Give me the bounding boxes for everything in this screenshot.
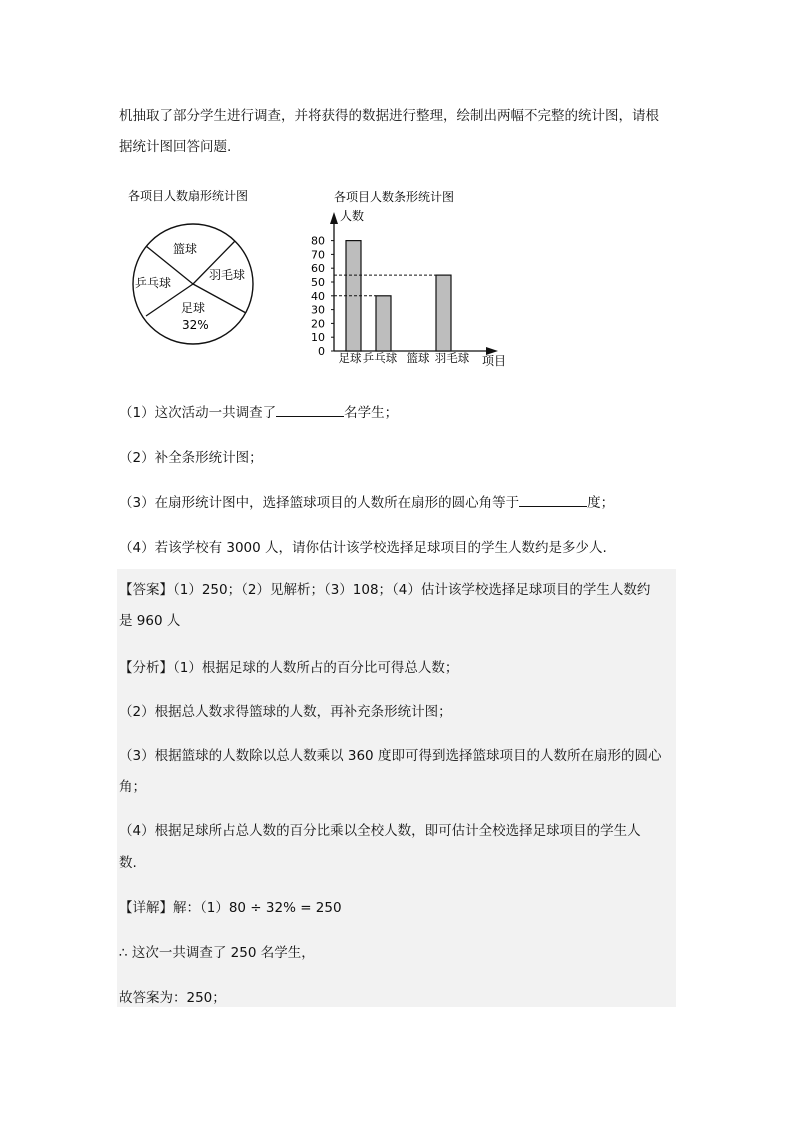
question-4: （4）若该学校有 3000 人，请你估计该学校选择足球项目的学生人数约是多少人. <box>119 540 607 556</box>
bar-ylabel: 人数 <box>340 209 365 223</box>
y-tick-label: 20 <box>311 317 325 331</box>
question-1-text: （1）这次活动一共调查了 <box>119 405 277 421</box>
analysis-2: （2）根据总人数求得篮球的人数，再补充条形统计图； <box>119 704 452 720</box>
y-tick-label: 40 <box>311 289 325 303</box>
question-2: （2）补全条形统计图； <box>119 450 263 466</box>
analysis-4-line-1: （4）根据足球所占总人数的百分比乘以全校人数，即可估计全校选择足球项目的学生人 <box>119 823 641 839</box>
bar-chart <box>311 212 498 365</box>
y-tick-label: 30 <box>311 303 325 317</box>
y-tick-label: 0 <box>318 345 325 358</box>
y-tick-label: 60 <box>311 262 325 276</box>
analysis-3-line-2: 角； <box>119 779 146 795</box>
bar-xlabel: 项目 <box>482 354 507 368</box>
question-3-suffix: 度； <box>587 495 615 511</box>
analysis-1: 【分析】（1）根据足球的人数所占的百分比可得总人数； <box>119 660 459 676</box>
answer-line-1: 【答案】（1）250；（2）见解析；（3）108；（4）估计该学校选择足球项目的学生人数约 <box>119 582 651 598</box>
x-tick-label: 篮球 <box>406 351 430 365</box>
question-1 <box>119 401 398 421</box>
answer-blank-1[interactable] <box>276 402 344 417</box>
answer-blank-3[interactable] <box>519 492 587 507</box>
y-tick-label: 70 <box>311 248 325 262</box>
pie-label-badminton: 羽毛球 <box>209 268 246 282</box>
charts-figure <box>0 180 794 410</box>
answer-line-2: 是 960 人 <box>119 613 181 629</box>
question-3 <box>119 491 614 511</box>
x-tick-label: 乒乓球 <box>362 351 398 365</box>
pie-chart <box>133 224 253 344</box>
pie-label-football-percent: 32% <box>182 318 209 332</box>
y-tick-label: 80 <box>311 234 325 248</box>
pie-label-pingpong: 乒乓球 <box>135 276 172 290</box>
bar <box>436 275 451 351</box>
detail-line-1: 【详解】解：（1）80 ÷ 32% = 250 <box>119 900 342 916</box>
question-1-suffix: 名学生； <box>344 405 399 421</box>
intro-line-1: 机抽取了部分学生进行调查，并将获得的数据进行整理，绘制出两幅不完整的统计图，请根 <box>119 108 659 124</box>
detail-line-3: 故答案为：250； <box>119 990 226 1006</box>
bar <box>376 296 391 351</box>
x-tick-label: 羽毛球 <box>434 351 470 365</box>
intro-line-2: 据统计图回答问题. <box>119 139 232 155</box>
bar-title: 各项目人数条形统计图 <box>334 190 455 204</box>
y-tick-label: 10 <box>311 331 325 345</box>
pie-label-basketball: 篮球 <box>173 242 198 256</box>
y-tick-label: 50 <box>311 276 325 289</box>
analysis-4-line-2: 数. <box>119 855 137 871</box>
bar <box>346 241 361 351</box>
analysis-3-line-1: （3）根据篮球的人数除以总人数乘以 360 度即可得到选择篮球项目的人数所在扇形的圆心 <box>119 748 662 764</box>
pie-title: 各项目人数扇形统计图 <box>128 189 249 203</box>
detail-line-2: ∴ 这次一共调查了 250 名学生， <box>119 945 315 961</box>
x-tick-label: 足球 <box>338 351 362 365</box>
y-axis-arrow <box>330 212 338 224</box>
pie-label-football: 足球 <box>181 301 206 315</box>
question-3-text: （3）在扇形统计图中，选择篮球项目的人数所在扇形的圆心角等于 <box>119 495 520 511</box>
